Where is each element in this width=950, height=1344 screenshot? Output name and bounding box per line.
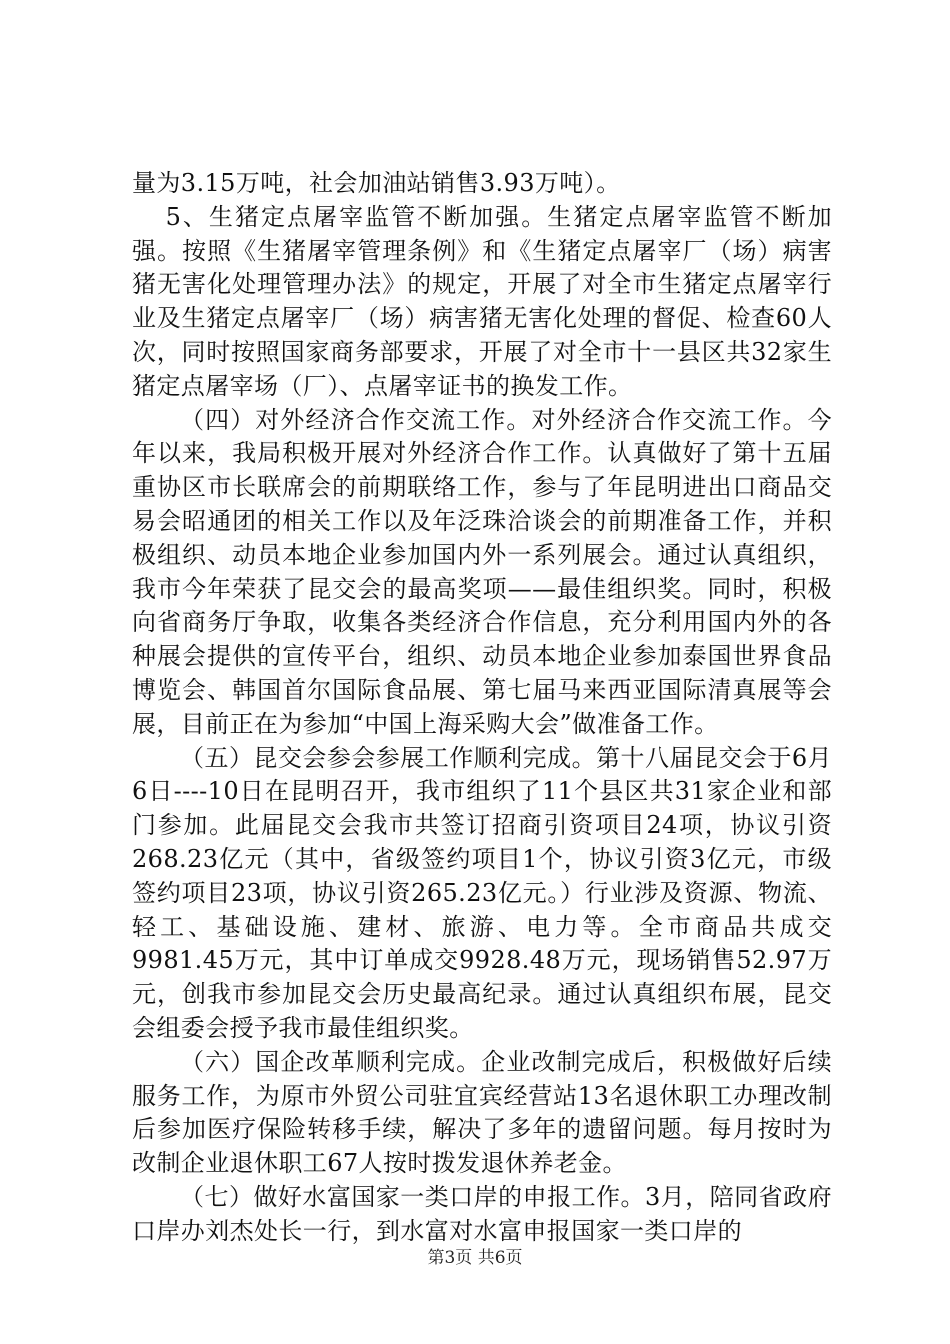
paragraph-soe-reform: （六）国企改革顺利完成。企业改制完成后，积极做好后续服务工作，为原市外贸公司驻宜宾经营站13名退休职工办理改制后参加医疗保险转移手续，解决了多年的遗留问题。每月按时为改制企业退休职工67人按时拨发退休养老金。 xyxy=(132,1047,832,1178)
paragraph-external-cooperation: （四）对外经济合作交流工作。对外经济合作交流工作。今年以来，我局积极开展对外经济合作工作。认真做好了第十五届重协区市长联席会的前期联络工作，参与了年昆明进出口商品交易会昭通团的相关工作以及年泛珠洽谈会的前期准备工作，并积极组织、动员本地企业参加国内外一系列展会。通过认真组织，我市今年荣获了昆交会的最高奖项——最佳组织奖。同时，积极向省商务厅争取，收集各类经济合作信息，充分利用国内外的各种展会提供的宣传平台，组织、动员本地企业参加泰国世界食品博览会、韩国首尔国际食品展、第七届马来西亚国际清真展等会展，目前正在为参加“中国上海采购大会”做准备工作。 xyxy=(132,405,832,738)
paragraph-continuation: 量为3.15万吨，社会加油站销售3.93万吨）。 xyxy=(132,169,621,197)
paragraph-pig-slaughter: 5、生猪定点屠宰监管不断加强。生猪定点屠宰监管不断加强。按照《生猪屠宰管理条例》和《生猪定点屠宰厂（场）病害猪无害化处理管理办法》的规定，开展了对全市生猪定点屠宰行业及生猪定点屠宰厂（场）病害猪无害化处理的督促、检查60人次，同时按照国家商务部要求，开展了对全市十一县区共32家生猪定点屠宰场（厂）、点屠宰证书的换发工作。 xyxy=(132,202,832,400)
paragraph-port-application: （七）做好水富国家一类口岸的申报工作。3月，陪同省政府口岸办刘杰处长一行，到水富对水富申报国家一类口岸的 xyxy=(132,1182,832,1245)
paragraph-kunming-fair: （五）昆交会参会参展工作顺利完成。第十八届昆交会于6月6日----10日在昆明召开，我市组织了11个县区共31家企业和部门参加。此届昆交会我市共签订招商引资项目24项，协议引资268.23亿元（其中，省级签约项目1个，协议引资3亿元，市级签约项目23项，协议引资265.23亿元。）行业涉及资源、物流、轻工、基础设施、建材、旅游、电力等。全市商品共成交9981.45万元，其中订单成交9928.48万元，现场销售52.97万元，创我市参加昆交会历史最高纪录。通过认真组织布展，昆交会组委会授予我市最佳组织奖。 xyxy=(132,743,832,1042)
page-number-footer: 第3页 共6页 xyxy=(427,1248,523,1268)
document-body xyxy=(132,167,832,1249)
